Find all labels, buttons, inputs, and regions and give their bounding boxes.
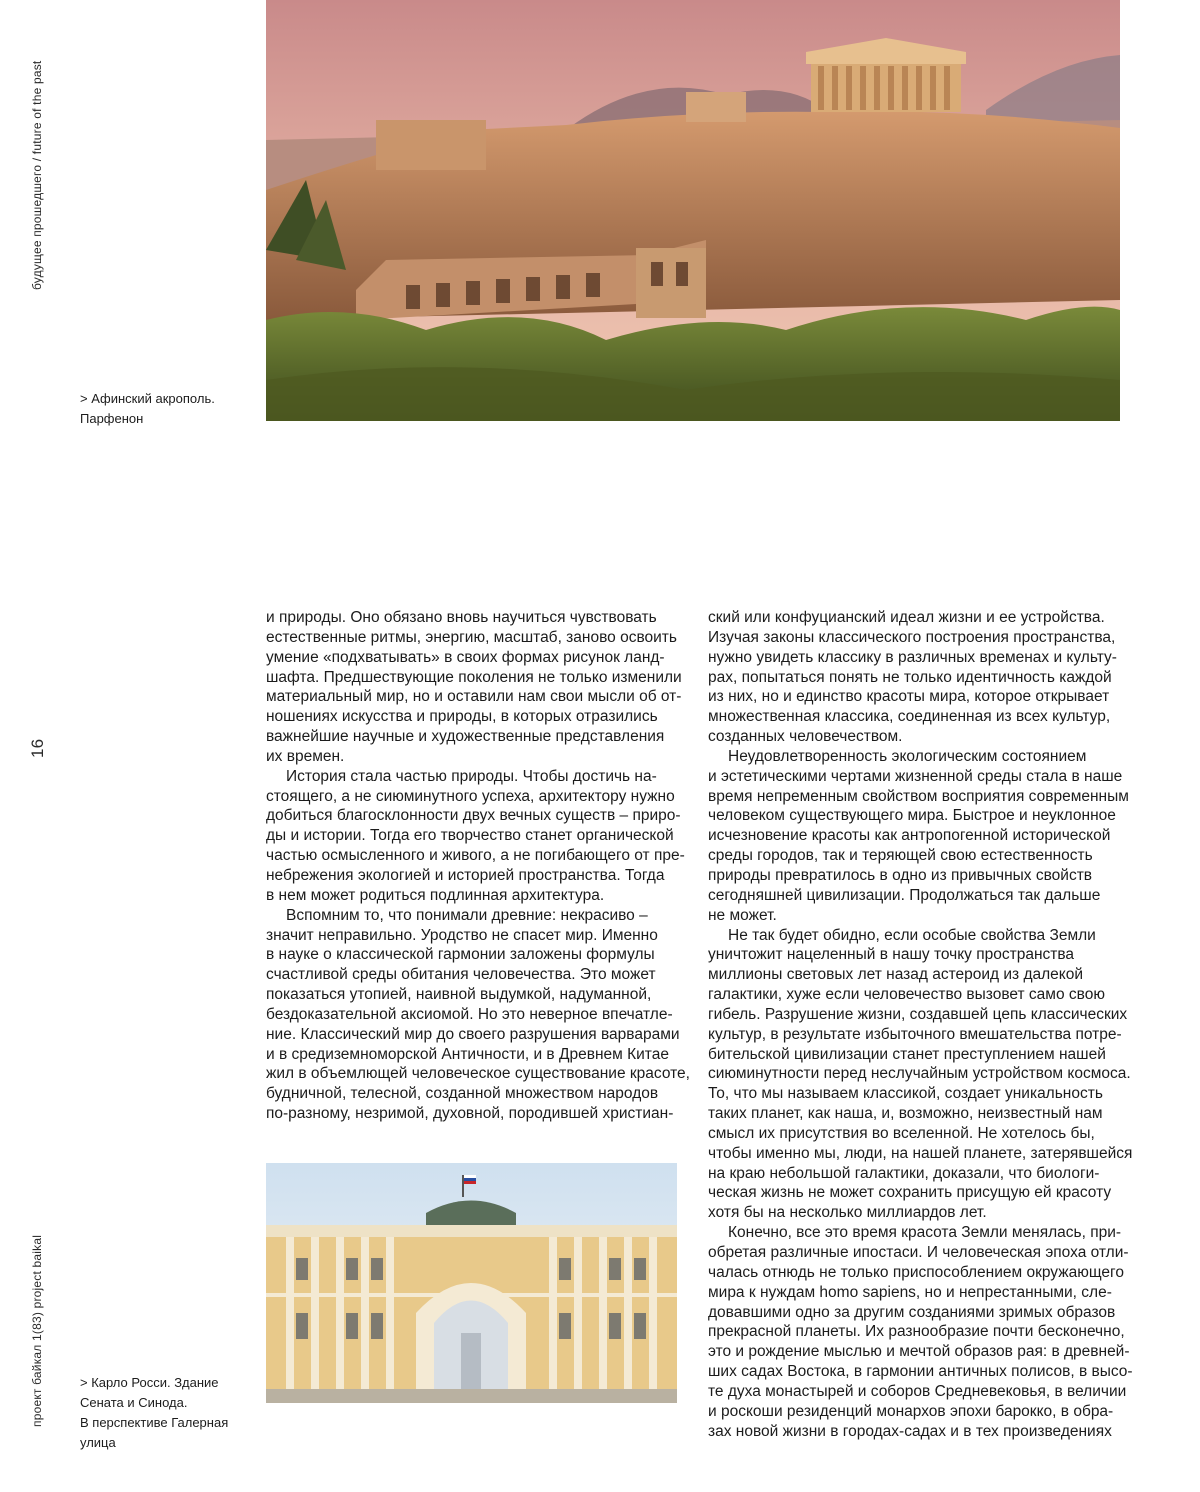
article-line: гибель. Разрушение жизни, создавшей цепь классических (708, 1005, 1128, 1023)
article-line: показаться утопией, наивной выдумкой, надуманной, (266, 986, 652, 1004)
article-line: таких планет, как наша, и, возможно, неизвестный нам (708, 1105, 1103, 1123)
article-line: материальный мир, но и оставили нам свои мысли об от- (266, 688, 682, 706)
article-line: по-разному, незримой, духовной, породившей христиан- (266, 1105, 674, 1123)
article-line: и в средиземноморской Античности, и в Древнем Китае (266, 1045, 669, 1063)
article-line: природы превратилось в одно из привычных свойств (708, 866, 1093, 884)
running-head-section: будущее прошедшего / future of the past (30, 60, 44, 290)
article-line: время непременным свойством восприятия современным (708, 787, 1129, 805)
article-line: хотя бы на несколько миллиардов лет. (708, 1204, 987, 1222)
article-line: добиться благосклонности двух вечных существ – приро- (266, 807, 681, 825)
article-line: ский или конфуцианский идеал жизни и ее устройства. (708, 609, 1105, 626)
article-line: То, что мы называем классикой, создает уникальность (708, 1085, 1103, 1103)
caption-line: > Карло Росси. Здание (80, 1373, 240, 1393)
article-line: в нем может родиться подлинная архитектура. (266, 886, 605, 904)
article-line: и роскоши резиденций монархов эпохи барокко, в обра- (708, 1402, 1114, 1420)
article-line: это и рождение мыслью и мечтой образов рая: в древней- (708, 1343, 1130, 1361)
article-line: будничной, телесной, созданной множеством народов (266, 1085, 659, 1103)
article-column-left (266, 608, 690, 1124)
article-line: в науке о классической гармонии заложены формулы (266, 946, 655, 964)
article-line: жил в объемлющей человеческое существование красоте, (266, 1065, 690, 1083)
acropolis-illustration (266, 0, 1120, 421)
article-line: довавшими одно за другим созданиями зримых образов (708, 1303, 1116, 1321)
caption-line: Сената и Синода. (80, 1395, 188, 1410)
article-line: и эстетическими чертами жизненной среды стала в наше (708, 767, 1123, 785)
article-line: бительской цивилизации станет преступлением нашей (708, 1045, 1106, 1063)
article-line: бездоказательной аксиомой. Но это неверное впечатле- (266, 1005, 673, 1023)
article-line: множественная классика, соединенная из всех культур, (708, 708, 1111, 726)
article-line: исчезновение красоты как антропогенной исторической (708, 827, 1111, 845)
article-line: чтобы именно мы, люди, на нашей планете, затерявшейся (708, 1144, 1133, 1162)
article-line: частью осмысленного и живого, а не погибающего от пре- (266, 847, 685, 865)
article-line: важнейшие научные и художественные представления (266, 728, 665, 746)
article-line: естественные ритмы, энергию, масштаб, заново освоить (266, 628, 677, 646)
acropolis-caption (80, 389, 240, 429)
article-line: Изучая законы классического построения пространства, (708, 628, 1116, 646)
caption-line: В перспективе Галерная (80, 1415, 229, 1430)
caption-line: Парфенон (80, 411, 144, 426)
article-line: ние. Классический мир до своего разрушения варварами (266, 1025, 680, 1043)
article-line: созданных человечеством. (708, 728, 903, 746)
article-line: те духа монастырей и соборов Средневековья, в величии (708, 1382, 1127, 1400)
article-line: смысл их присутствия во вселенной. Не хотелось бы, (708, 1124, 1095, 1142)
article-line: галактики, хуже если человечество вызовет само свою (708, 986, 1105, 1004)
page-number: 16 (28, 738, 47, 758)
senate-photo (266, 1163, 677, 1403)
article-line: значит неправильно. Уродство не спасет мир. Именно (266, 926, 658, 944)
article-line: История стала частью природы. Чтобы достичь на- (286, 767, 657, 785)
article-line: мира к нуждам homo sapiens, но и непрестанными, сле- (708, 1283, 1112, 1301)
article-line: Неудовлетворенность экологическим состоянием (728, 747, 1087, 765)
article-line: обретая различные ипостаси. И человеческая эпоха отли- (708, 1244, 1129, 1261)
article-line: Не так будет обидно, если особые свойства Земли (728, 926, 1096, 944)
article-line: нужно увидеть классику в различных временах и культу- (708, 648, 1117, 666)
article-line: умение «подхватывать» в своих формах рисунок ланд- (266, 648, 665, 666)
article-line: сиюминутности перед неслучайным устройством космоса. (708, 1065, 1131, 1083)
article-line: небрежения экологией и историей пространства. Тогда (266, 866, 665, 884)
acropolis-photo (266, 0, 1120, 421)
caption-line: > Афинский акрополь. (80, 389, 240, 409)
article-line: их времен. (266, 747, 345, 765)
article-column-right (708, 608, 1133, 1441)
article-line: зах новой жизни в городах-садах и в тех произведениях (708, 1422, 1112, 1440)
article-line: культур, в результате избыточного вмешательства потре- (708, 1025, 1122, 1043)
article-line: ших садах Востока, в гармонии античных полисов, в высо- (708, 1363, 1133, 1381)
article-line: Вспомним то, что понимали древние: некрасиво – (286, 906, 648, 924)
article-line: и природы. Оно обязано вновь научиться чувствовать (266, 609, 657, 626)
article-line: среды городов, так и теряющей свою естественность (708, 847, 1093, 865)
issue-label: проект байкал 1(83) project baikal (30, 1234, 44, 1427)
article-line: ды и истории. Тогда его творчество станет органической (266, 827, 674, 845)
caption-line: улица (80, 1435, 116, 1450)
article-line: счастливой среды обитания человечества. Это может (266, 966, 656, 984)
article-line: миллионы световых лет назад астероид из далекой (708, 966, 1084, 984)
senate-illustration (266, 1163, 677, 1403)
article-line: Конечно, все это время красота Земли менялась, при- (728, 1224, 1122, 1242)
article-line: чалась отнюдь не только приспособлением окружающего (708, 1263, 1124, 1281)
article-line: стоящего, а не сиюминутного успеха, архитектору нужно (266, 787, 675, 805)
article-line: сегодняшней цивилизации. Продолжаться так дальше (708, 886, 1101, 904)
article-line: не может. (708, 906, 777, 924)
senate-caption (80, 1373, 240, 1453)
article-line: на краю небольшой галактики, доказали, что биологи- (708, 1164, 1100, 1182)
article-line: рах, попытаться понять не только идентичность каждой (708, 668, 1112, 686)
article-line: шафта. Предшествующие поколения не только изменили (266, 668, 682, 686)
article-line: человеком существующего мира. Быстрое и неуклонное (708, 807, 1116, 825)
article-line: уничтожит нацеленный в нашу точку пространства (708, 946, 1075, 964)
article-line: из них, но и единство красоты мира, которое открывает (708, 688, 1110, 706)
article-line: прекрасной планеты. Их разнообразие почти бесконечно, (708, 1323, 1125, 1341)
article-line: ношениях искусства и природы, в которых отразились (266, 708, 658, 726)
article-line: ческая жизнь не может сохранить присущую ей красоту (708, 1184, 1112, 1202)
